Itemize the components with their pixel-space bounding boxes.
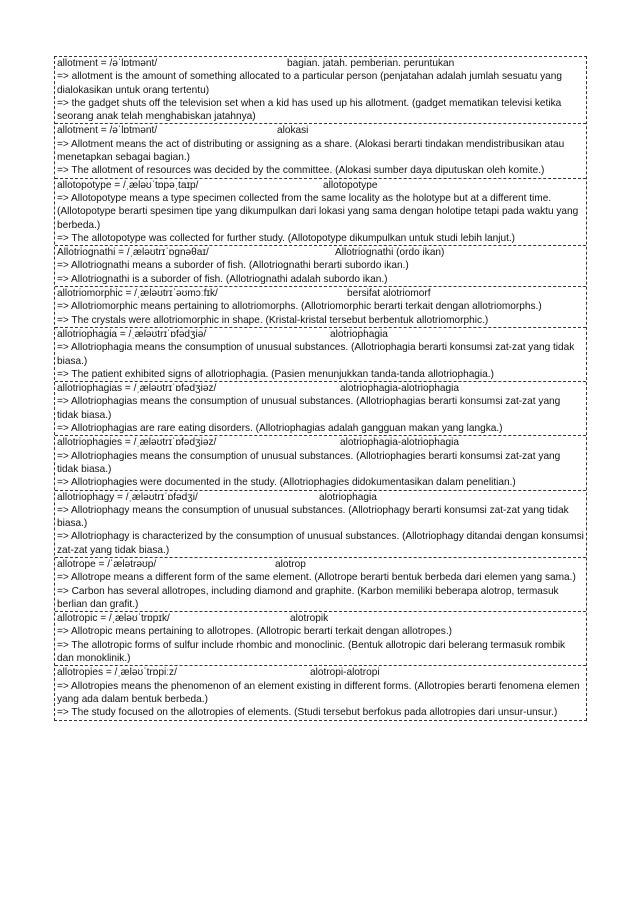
entry-example: => Allotriognathi is a suborder of fish. (Allotriognathi adalah subordo ikan.) bbox=[57, 273, 388, 285]
entry-allotropic bbox=[55, 611, 586, 665]
entry-translation: allotopotype bbox=[323, 179, 378, 191]
entry-allotrope bbox=[55, 557, 586, 611]
entry-definition: => Allotriomorphic means pertaining to allotriomorphs. (Allotriomorphic berarti terkait dengan allotriomorphs.) bbox=[57, 301, 542, 313]
entry-headword: allotriomorphic = /ˌæləʊtrɪˈəʊmɔːfɪk/ bbox=[57, 288, 218, 300]
entry-definition: => Allotriophagias means the consumption of unusual substances. (Allotriophagias berarti konsumsi zat-zat yang tidak biasa.) bbox=[57, 396, 561, 421]
entry-headword-line bbox=[57, 436, 584, 449]
entry-example: => Allotriophagy is characterized by the consumption of unusual substances. (Allotriophagy ditandai dengan konsumsi zat-zat yang tidak biasa.) bbox=[57, 531, 584, 556]
entry-example: => Allotriophagias are rare eating disorders. (Allotriophagias adalah gangguan makan yang langka.) bbox=[57, 423, 503, 435]
entry-headword: allotriophagy = /ˌæləʊtrɪˈɒfədʒi/ bbox=[57, 491, 198, 503]
entry-definition: => Allotropic means pertaining to allotropes. (Allotropic berarti terkait dengan allotropes.) bbox=[57, 626, 452, 638]
entry-translation: alotrop bbox=[275, 558, 306, 570]
entry-allotopotype bbox=[55, 178, 586, 245]
entry-headword-line bbox=[57, 382, 584, 395]
entry-allotropies bbox=[55, 665, 586, 719]
entry-allotriognathi bbox=[55, 245, 586, 286]
dictionary-table bbox=[54, 56, 587, 721]
entry-example: => Carbon has several allotropes, including diamond and graphite. (Karbon memiliki beberapa alotrop, termasuk berlian dan grafit.) bbox=[57, 585, 559, 610]
entry-allotriophagies bbox=[55, 435, 586, 489]
entry-translation: Allotriognathi (ordo ikan) bbox=[335, 247, 445, 259]
entry-allotriophagias bbox=[55, 381, 586, 435]
entry-definition: => Allotriophagia means the consumption of unusual substances. (Allotriophagia berarti konsumsi zat-zat yang tidak biasa.) bbox=[57, 342, 575, 367]
entry-headword: allotropies = /ˌæləʊˈtrɒpiːz/ bbox=[57, 667, 177, 679]
entry-allotment-1 bbox=[55, 57, 586, 123]
entry-example: => the gadget shuts off the television set when a kid has used up his allotment. (gadget mematikan televisi ketika seorang anak telah menghabiskan jatahnya) bbox=[57, 97, 562, 123]
entry-example: => The study focused on the allotropies of elements. (Studi tersebut berfokus pada allotropies dari unsur-unsur.) bbox=[57, 707, 558, 719]
entry-headword-line bbox=[57, 558, 584, 571]
entry-headword-line bbox=[57, 491, 584, 504]
entry-example: => The allotment of resources was decided by the committee. (Alokasi sumber daya diputuskan oleh komite.) bbox=[57, 165, 545, 177]
entry-example: => The allotopotype was collected for further study. (Allotopotype dikumpulkan untuk studi lebih lanjut.) bbox=[57, 232, 516, 244]
entry-translation: alotriophagia-alotriophagia bbox=[340, 383, 459, 395]
entry-definition: => Allotriognathi means a suborder of fish. (Allotriognathi berarti subordo ikan.) bbox=[57, 260, 409, 272]
entry-definition: => Allotriophagies means the consumption of unusual substances. (Allotriophagies berarti konsumsi zat-zat yang tidak biasa.) bbox=[57, 450, 561, 475]
entry-headword-line bbox=[57, 287, 584, 300]
entry-definition: => Allotriophagy means the consumption of unusual substances. (Allotriophagy berarti konsumsi zat-zat yang tidak biasa.) bbox=[57, 504, 569, 530]
entry-translation: alotriophagia bbox=[330, 328, 388, 340]
entry-allotment-2 bbox=[55, 123, 586, 177]
entry-headword-line bbox=[57, 612, 584, 625]
entry-headword: allotment = /əˈlɒtmənt/ bbox=[57, 58, 158, 69]
entry-translation: alokasi bbox=[277, 125, 309, 137]
entry-definition: => Allotrope means a different form of the same element. (Allotrope berarti bentuk berbeda dari elemen yang sama.) bbox=[57, 572, 576, 584]
entry-definition: => Allotropies means the phenomenon of an element existing in different forms. (Allotropies berarti fenomena elemen yang ada dalam bentuk berbeda.) bbox=[57, 680, 580, 705]
entry-headword-line bbox=[57, 328, 584, 341]
entry-translation: bersifat alotriomorf bbox=[347, 288, 431, 300]
entry-definition: => allotment is the amount of something allocated to a particular person (penjatahan adalah jumlah sesuatu yang dialokasikan untuk orang tertentu) bbox=[57, 71, 563, 96]
entry-headword: allotriophagias = /ˌæləʊtrɪˈɒfədʒiəz/ bbox=[57, 383, 217, 395]
entry-headword-line bbox=[57, 666, 584, 679]
entry-headword: allotment = /əˈlɒtmənt/ bbox=[57, 125, 158, 137]
entry-headword-line bbox=[57, 124, 584, 137]
entry-headword-line bbox=[57, 57, 584, 70]
entry-headword: Allotriognathi = /ˌæləʊtrɪˈɒgnəθaɪ/ bbox=[57, 247, 209, 259]
entry-example: => The patient exhibited signs of allotriophagia. (Pasien menunjukkan tanda-tanda allotriophagia.) bbox=[57, 368, 494, 380]
entry-translation: alotriophagia bbox=[319, 491, 377, 503]
entry-translation: alotropi-alotropi bbox=[310, 667, 380, 679]
entry-definition: => Allotment means the act of distributing or assigning as a share. (Alokasi berarti tindakan mendistribusikan atau menetapkan sebagai bagian.) bbox=[57, 138, 565, 164]
entry-allotriophagy bbox=[55, 490, 586, 557]
entry-headword: allotriophagies = /ˌæləʊtrɪˈɒfədʒiəz/ bbox=[57, 437, 217, 449]
entry-translation: alotropik bbox=[290, 613, 329, 625]
entry-headword: allotrope = /ˈælətrəʊp/ bbox=[57, 558, 157, 570]
entry-translation: alotriophagia-alotriophagia bbox=[340, 437, 459, 449]
entry-definition: => Allotopotype means a type specimen collected from the same locality as the holotype but at a different time. (Allotopotype berarti spesimen tipe yang dikumpulkan dari lokasi yang sama dengan holotipe tetapi pada waktu yang berbeda.) bbox=[57, 192, 579, 231]
entry-example: => Allotriophagies were documented in the study. (Allotriophagies didokumentasikan dalam penelitian.) bbox=[57, 477, 516, 489]
entry-headword: allotriophagia = /ˌæləʊtrɪˈɒfədʒiə/ bbox=[57, 328, 207, 340]
entry-headword: allotropic = /ˌæləʊˈtrɒpɪk/ bbox=[57, 613, 170, 625]
entry-headword: allotopotype = /ˌæləʊˈtɒpəˌtaɪp/ bbox=[57, 179, 199, 191]
entry-allotriophagia bbox=[55, 327, 586, 381]
entry-headword-line bbox=[57, 246, 584, 259]
entry-example: => The crystals were allotriomorphic in shape. (Kristal-kristal tersebut berbentuk allotriomorphic.) bbox=[57, 314, 489, 326]
entry-translation: bagian. jatah. pemberian. peruntukan bbox=[287, 58, 455, 69]
entry-allotriomorphic bbox=[55, 286, 586, 327]
entry-example: => The allotropic forms of sulfur include rhombic and monoclinic. (Bentuk allotropic dari belerang termasuk rombik dan monoklinik.) bbox=[57, 639, 566, 665]
entry-headword-line bbox=[57, 179, 584, 192]
